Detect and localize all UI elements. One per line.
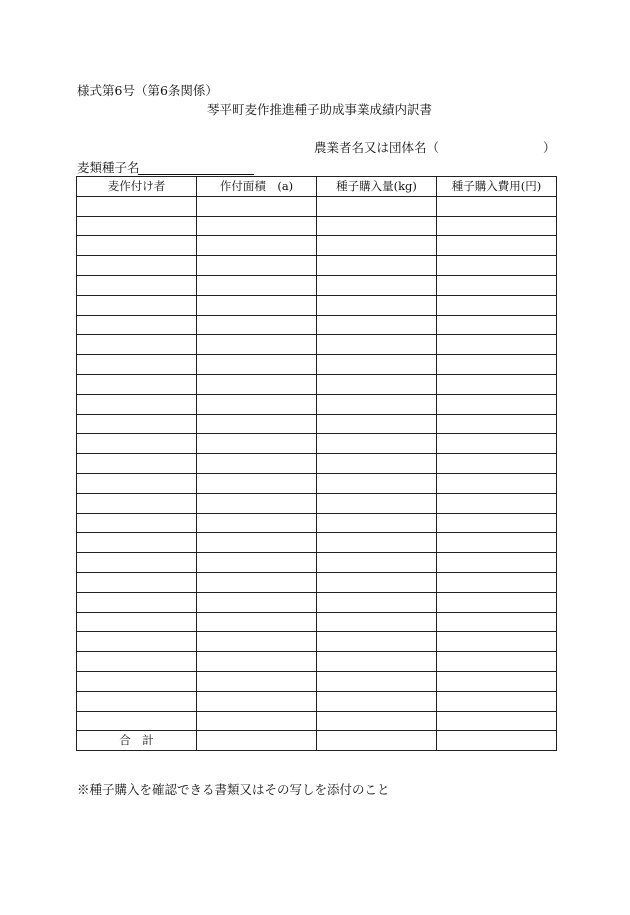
cell-grower[interactable] — [77, 553, 197, 573]
table-row — [77, 434, 557, 454]
cell-seed-quantity[interactable] — [317, 315, 437, 335]
table-row — [77, 652, 557, 672]
cell-grower[interactable] — [77, 652, 197, 672]
cell-seed-quantity[interactable] — [317, 236, 437, 256]
table-row — [77, 454, 557, 474]
cell-seed-quantity[interactable] — [317, 335, 437, 355]
cell-seed-quantity[interactable] — [317, 434, 437, 454]
cell-grower[interactable] — [77, 434, 197, 454]
applicant-name-label: 農業者名又は団体名（ — [314, 140, 440, 155]
cell-grower[interactable] — [77, 691, 197, 711]
table-header-row — [77, 177, 557, 197]
cell-seed-cost[interactable] — [437, 414, 557, 434]
cell-planted-area[interactable] — [197, 434, 317, 454]
cell-planted-area[interactable] — [197, 394, 317, 414]
cell-planted-area[interactable] — [197, 533, 317, 553]
cell-seed-cost[interactable] — [437, 295, 557, 315]
breakdown-table — [76, 176, 557, 751]
cell-grower[interactable] — [77, 473, 197, 493]
cell-seed-quantity[interactable] — [317, 671, 437, 691]
header-grower: 麦作付け者 — [77, 177, 197, 197]
cell-grower[interactable] — [77, 335, 197, 355]
cell-planted-area[interactable] — [197, 236, 317, 256]
cell-seed-quantity[interactable] — [317, 414, 437, 434]
cell-planted-area[interactable] — [197, 493, 317, 513]
table-row — [77, 315, 557, 335]
table-row — [77, 236, 557, 256]
cell-planted-area[interactable] — [197, 216, 317, 236]
cell-planted-area[interactable] — [197, 553, 317, 573]
table-row — [77, 355, 557, 375]
cell-grower[interactable] — [77, 196, 197, 216]
cell-seed-cost[interactable] — [437, 454, 557, 474]
table-row — [77, 493, 557, 513]
document-title: 琴平町麦作推進種子助成事業成績内訳書 — [207, 102, 433, 117]
table-row — [77, 394, 557, 414]
cell-seed-cost[interactable] — [437, 335, 557, 355]
cell-grower[interactable] — [77, 216, 197, 236]
cell-seed-cost[interactable] — [437, 513, 557, 533]
cell-seed-cost[interactable] — [437, 691, 557, 711]
cell-seed-cost[interactable] — [437, 612, 557, 632]
cell-seed-quantity[interactable] — [317, 691, 437, 711]
cell-seed-quantity[interactable] — [317, 513, 437, 533]
cell-grower[interactable] — [77, 671, 197, 691]
table-body — [77, 196, 557, 750]
cell-grower[interactable] — [77, 256, 197, 276]
cell-seed-cost[interactable] — [437, 196, 557, 216]
cell-seed-quantity[interactable] — [317, 275, 437, 295]
total-row — [77, 731, 557, 751]
cell-planted-area[interactable] — [197, 275, 317, 295]
applicant-name-close-paren: ） — [543, 140, 556, 155]
cell-seed-quantity[interactable] — [317, 355, 437, 375]
cell-seed-quantity[interactable] — [317, 533, 437, 553]
cell-seed-cost[interactable] — [437, 275, 557, 295]
cell-planted-area[interactable] — [197, 355, 317, 375]
cell-planted-area[interactable] — [197, 711, 317, 731]
table-row — [77, 414, 557, 434]
cell-grower[interactable] — [77, 493, 197, 513]
cell-grower[interactable] — [77, 513, 197, 533]
cell-grower[interactable] — [77, 612, 197, 632]
table-row — [77, 335, 557, 355]
cell-grower[interactable] — [77, 711, 197, 731]
cell-planted-area[interactable] — [197, 652, 317, 672]
cell-planted-area[interactable] — [197, 513, 317, 533]
cell-grower[interactable] — [77, 572, 197, 592]
cell-planted-area[interactable] — [197, 414, 317, 434]
cell-seed-quantity[interactable] — [317, 374, 437, 394]
cell-seed-quantity[interactable] — [317, 196, 437, 216]
table-row — [77, 711, 557, 731]
cell-seed-cost[interactable] — [437, 236, 557, 256]
cell-seed-cost[interactable] — [437, 434, 557, 454]
cell-grower[interactable] — [77, 355, 197, 375]
cell-planted-area[interactable] — [197, 454, 317, 474]
cell-seed-cost[interactable] — [437, 671, 557, 691]
cell-grower[interactable] — [77, 315, 197, 335]
table-row — [77, 275, 557, 295]
table-row — [77, 592, 557, 612]
wheat-variety-label: 麦類種子名 — [77, 160, 140, 175]
cell-planted-area[interactable] — [197, 315, 317, 335]
header-seed-cost: 種子購入費用(円) — [437, 177, 557, 197]
cell-grower[interactable] — [77, 295, 197, 315]
cell-seed-quantity[interactable] — [317, 553, 437, 573]
table-row — [77, 572, 557, 592]
cell-planted-area[interactable] — [197, 196, 317, 216]
header-seed-quantity: 種子購入量(kg) — [317, 177, 437, 197]
cell-seed-quantity[interactable] — [317, 493, 437, 513]
cell-planted-area[interactable] — [197, 295, 317, 315]
cell-planted-area[interactable] — [197, 256, 317, 276]
cell-seed-quantity[interactable] — [317, 652, 437, 672]
cell-seed-quantity[interactable] — [317, 612, 437, 632]
total-planted-area[interactable] — [197, 731, 317, 751]
cell-seed-cost[interactable] — [437, 592, 557, 612]
table-row — [77, 513, 557, 533]
cell-seed-cost[interactable] — [437, 394, 557, 414]
table-row — [77, 196, 557, 216]
cell-grower[interactable] — [77, 275, 197, 295]
table-row — [77, 612, 557, 632]
cell-planted-area[interactable] — [197, 572, 317, 592]
cell-seed-quantity[interactable] — [317, 256, 437, 276]
table-row — [77, 671, 557, 691]
cell-grower[interactable] — [77, 533, 197, 553]
cell-planted-area[interactable] — [197, 671, 317, 691]
cell-seed-quantity[interactable] — [317, 454, 437, 474]
cell-seed-quantity[interactable] — [317, 711, 437, 731]
cell-seed-quantity[interactable] — [317, 394, 437, 414]
cell-seed-cost[interactable] — [437, 493, 557, 513]
cell-seed-cost[interactable] — [437, 256, 557, 276]
table-row — [77, 691, 557, 711]
table-row — [77, 295, 557, 315]
cell-planted-area[interactable] — [197, 612, 317, 632]
table-row — [77, 632, 557, 652]
header-planted-area: 作付面積 (a) — [197, 177, 317, 197]
cell-grower[interactable] — [77, 394, 197, 414]
cell-planted-area[interactable] — [197, 691, 317, 711]
cell-seed-cost[interactable] — [437, 374, 557, 394]
cell-seed-cost[interactable] — [437, 572, 557, 592]
cell-seed-cost[interactable] — [437, 533, 557, 553]
cell-seed-cost[interactable] — [437, 711, 557, 731]
cell-planted-area[interactable] — [197, 632, 317, 652]
cell-seed-quantity[interactable] — [317, 572, 437, 592]
form-number: 様式第6号（第6条関係） — [77, 83, 218, 98]
attachment-note: ※種子購入を確認できる書類又はその写しを添付のこと — [77, 782, 390, 797]
table-row — [77, 553, 557, 573]
cell-seed-cost[interactable] — [437, 553, 557, 573]
cell-seed-cost[interactable] — [437, 632, 557, 652]
cell-grower[interactable] — [77, 454, 197, 474]
cell-planted-area[interactable] — [197, 473, 317, 493]
wheat-variety-underline — [138, 174, 254, 175]
cell-seed-quantity[interactable] — [317, 216, 437, 236]
cell-planted-area[interactable] — [197, 335, 317, 355]
total-seed-cost[interactable] — [437, 731, 557, 751]
cell-planted-area[interactable] — [197, 592, 317, 612]
cell-seed-cost[interactable] — [437, 315, 557, 335]
cell-seed-quantity[interactable] — [317, 295, 437, 315]
cell-seed-cost[interactable] — [437, 652, 557, 672]
table-row — [77, 216, 557, 236]
cell-grower[interactable] — [77, 414, 197, 434]
cell-grower[interactable] — [77, 632, 197, 652]
cell-grower[interactable] — [77, 592, 197, 612]
table-row — [77, 374, 557, 394]
total-seed-quantity[interactable] — [317, 731, 437, 751]
cell-seed-quantity[interactable] — [317, 632, 437, 652]
table-row — [77, 256, 557, 276]
cell-grower[interactable] — [77, 236, 197, 256]
cell-seed-quantity[interactable] — [317, 592, 437, 612]
cell-planted-area[interactable] — [197, 374, 317, 394]
table-row — [77, 533, 557, 553]
cell-seed-cost[interactable] — [437, 355, 557, 375]
cell-seed-quantity[interactable] — [317, 473, 437, 493]
cell-seed-cost[interactable] — [437, 473, 557, 493]
cell-seed-cost[interactable] — [437, 216, 557, 236]
total-label: 合 計 — [77, 731, 197, 751]
cell-grower[interactable] — [77, 374, 197, 394]
table-row — [77, 473, 557, 493]
